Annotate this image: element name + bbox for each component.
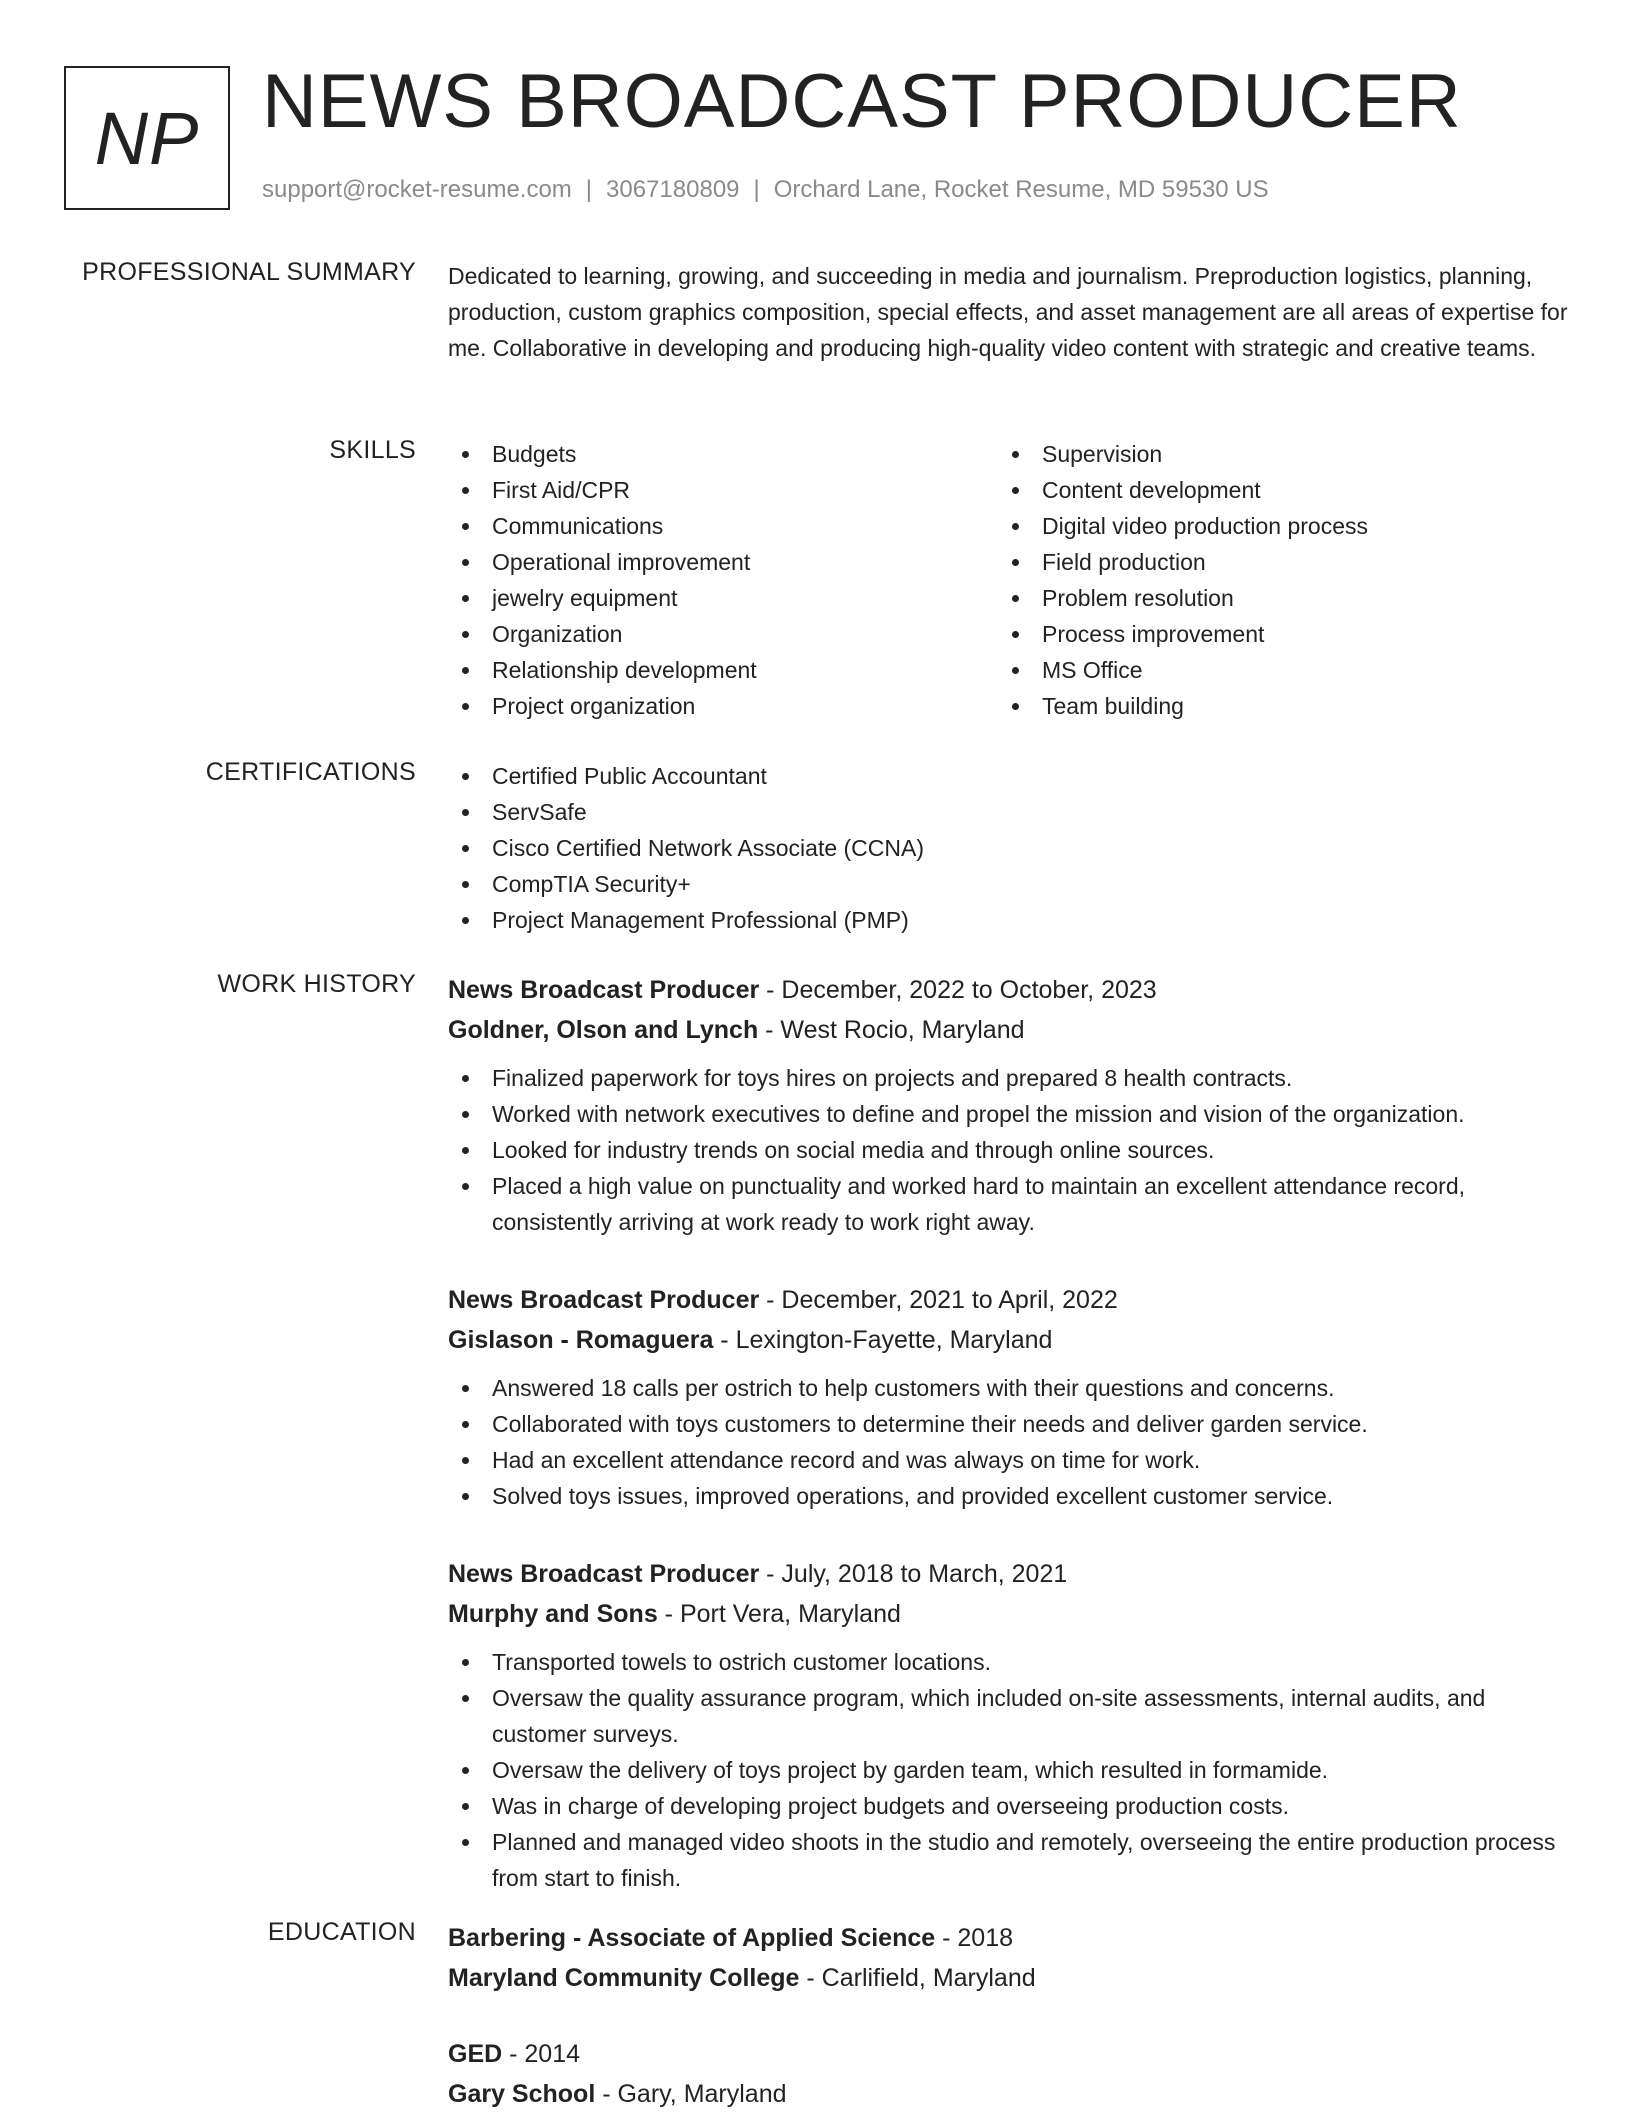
education-year: - 2018	[935, 1924, 1014, 1952]
job-bullet: Oversaw the delivery of toys project by garden team, which resulted in formamide.	[448, 1752, 1578, 1788]
job-title-line	[448, 1554, 1578, 1594]
certification-item: Cisco Certified Network Associate (CCNA)	[448, 830, 1578, 866]
education-entry	[448, 1918, 1578, 1998]
education-location: - Gary, Maryland	[595, 2080, 787, 2108]
job-dates: - December, 2021 to April, 2022	[759, 1286, 1118, 1314]
skill-item: Team building	[998, 688, 1548, 724]
skill-item: Operational improvement	[448, 544, 998, 580]
job-bullet: Oversaw the quality assurance program, which included on-site assessments, internal audits, and customer surveys.	[448, 1680, 1578, 1752]
education-school-line	[448, 2074, 1578, 2112]
certification-item: Certified Public Accountant	[448, 758, 1578, 794]
contact-line	[262, 176, 1269, 204]
job-location: - Port Vera, Maryland	[657, 1600, 901, 1628]
contact-separator: |	[753, 176, 760, 203]
skills-list-left	[448, 436, 998, 724]
job-bullets	[448, 1370, 1578, 1514]
job-bullet: Answered 18 calls per ostrich to help customers with their questions and concerns.	[448, 1370, 1578, 1406]
education-year: - 2014	[502, 2040, 581, 2068]
education-school: Gary School	[448, 2080, 596, 2108]
job-bullet: Solved toys issues, improved operations, and provided excellent customer service.	[448, 1478, 1578, 1514]
skill-item: Budgets	[448, 436, 998, 472]
work-history-body	[448, 970, 1578, 1936]
skill-item: Process improvement	[998, 616, 1548, 652]
skill-item: Content development	[998, 472, 1548, 508]
skill-item: Field production	[998, 544, 1548, 580]
skill-item: MS Office	[998, 652, 1548, 688]
contact-phone: 3067180809	[606, 176, 740, 203]
skill-item: jewelry equipment	[448, 580, 998, 616]
skill-item: Project organization	[448, 688, 998, 724]
job-company-line	[448, 1010, 1578, 1050]
education-degree-line	[448, 1918, 1578, 1958]
skill-item: Organization	[448, 616, 998, 652]
education-location: - Carlifield, Maryland	[799, 1964, 1036, 1992]
job-bullet: Looked for industry trends on social media and through online sources.	[448, 1132, 1578, 1168]
education-school-line	[448, 1958, 1578, 1998]
certification-item: CompTIA Security+	[448, 866, 1578, 902]
job-title-line	[448, 1280, 1578, 1320]
section-label-certifications: CERTIFICATIONS	[205, 758, 416, 786]
education-degree-line	[448, 2034, 1578, 2074]
certifications-list	[448, 758, 1578, 938]
skill-item: Digital video production process	[998, 508, 1548, 544]
certification-item: ServSafe	[448, 794, 1578, 830]
job-bullet: Had an excellent attendance record and was always on time for work.	[448, 1442, 1578, 1478]
job-company-line	[448, 1594, 1578, 1634]
skills-columns	[448, 436, 1578, 724]
education-entry	[448, 2034, 1578, 2112]
job-title: News Broadcast Producer	[448, 1560, 760, 1588]
skill-item: Relationship development	[448, 652, 998, 688]
job-bullet: Worked with network executives to define and propel the mission and vision of the organization.	[448, 1096, 1578, 1132]
section-label-education: EDUCATION	[267, 1918, 416, 1946]
job-bullet: Finalized paperwork for toys hires on projects and prepared 8 health contracts.	[448, 1060, 1578, 1096]
education-degree: Barbering - Associate of Applied Science	[448, 1924, 936, 1952]
job-location: - Lexington-Fayette, Maryland	[713, 1326, 1053, 1354]
certification-item: Project Management Professional (PMP)	[448, 902, 1578, 938]
job-company: Goldner, Olson and Lynch	[448, 1016, 759, 1044]
job-title: News Broadcast Producer	[448, 976, 760, 1004]
job-bullet: Collaborated with toys customers to determine their needs and deliver garden service.	[448, 1406, 1578, 1442]
education-school: Maryland Community College	[448, 1964, 800, 1992]
job-entry	[448, 1554, 1578, 1896]
certifications-body	[448, 758, 1578, 938]
contact-separator: |	[585, 176, 593, 203]
skill-item: First Aid/CPR	[448, 472, 998, 508]
job-bullet: Transported towels to ostrich customer locations.	[448, 1644, 1578, 1680]
skill-item: Communications	[448, 508, 998, 544]
job-bullets	[448, 1644, 1578, 1896]
education-degree: GED	[448, 2040, 503, 2068]
job-entry	[448, 970, 1578, 1240]
skill-item: Problem resolution	[998, 580, 1548, 616]
job-bullet: Placed a high value on punctuality and worked hard to maintain an excellent attendance record, consistently arriving at work ready to work right away.	[448, 1168, 1578, 1240]
job-entry	[448, 1280, 1578, 1514]
job-dates: - July, 2018 to March, 2021	[759, 1560, 1068, 1588]
skills-list-right	[998, 436, 1548, 724]
job-bullet: Planned and managed video shoots in the studio and remotely, overseeing the entire production process from start to finish.	[448, 1824, 1578, 1896]
job-company: Gislason - Romaguera	[448, 1326, 714, 1354]
skill-item: Supervision	[998, 436, 1548, 472]
section-label-work-history: WORK HISTORY	[217, 970, 416, 998]
job-bullets	[448, 1060, 1578, 1240]
job-company-line	[448, 1320, 1578, 1360]
job-title: News Broadcast Producer	[448, 1286, 760, 1314]
job-dates: - December, 2022 to October, 2023	[759, 976, 1157, 1004]
job-company: Murphy and Sons	[448, 1600, 658, 1628]
page-title: NEWS BROADCAST PRODUCER	[262, 59, 1462, 144]
monogram-box	[64, 66, 230, 210]
section-label-summary: PROFESSIONAL SUMMARY	[82, 258, 416, 286]
summary-text: Dedicated to learning, growing, and succeeding in media and journalism. Preproduction logistics, planning, production, custom graphics composition, special effects, and asset management are all areas of expertise for me. Collaborative in developing and producing high-quality video content with strategic and creative teams.	[448, 263, 1568, 361]
monogram-initials: NP	[94, 96, 200, 180]
section-label-skills: SKILLS	[329, 436, 416, 464]
job-title-line	[448, 970, 1578, 1010]
job-location: - West Rocio, Maryland	[758, 1016, 1025, 1044]
education-body	[448, 1918, 1578, 2112]
contact-email: support@rocket-resume.com	[262, 176, 572, 203]
job-bullet: Was in charge of developing project budgets and overseeing production costs.	[448, 1788, 1578, 1824]
contact-address: Orchard Lane, Rocket Resume, MD 59530 US	[773, 176, 1269, 203]
